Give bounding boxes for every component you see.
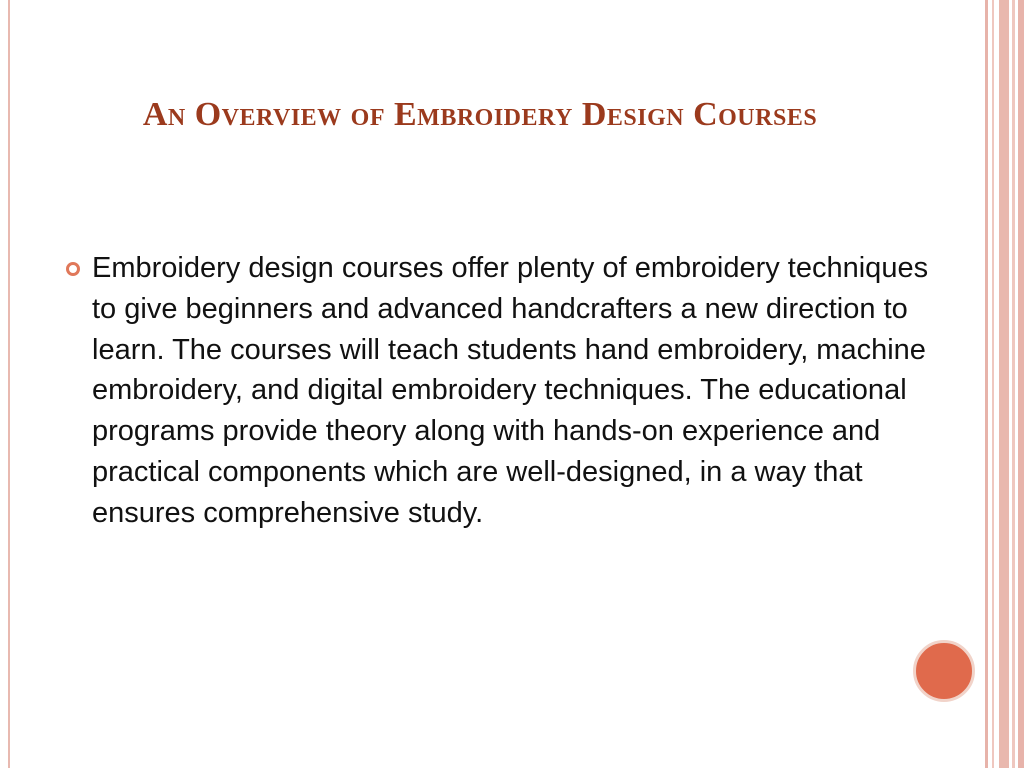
decorative-circle	[913, 640, 975, 702]
right-stripe	[999, 0, 1009, 768]
slide-body	[62, 248, 932, 534]
ring-bullet-icon	[66, 262, 80, 276]
right-stripe	[1012, 0, 1015, 768]
right-stripe	[985, 0, 988, 768]
right-stripe	[1018, 0, 1024, 768]
right-stripe	[992, 0, 994, 768]
slide-title: An Overview of Embroidery Design Courses	[142, 96, 818, 133]
bullet-text: Embroidery design courses offer plenty of embroidery techniques to give beginners and advanced handcrafters a new direction to learn. The courses will teach students hand embroidery, machine embroidery, and digital embroidery techniques. The educational programs provide theory along with hands-on experience and practical components which are well-designed, in a way that ensures comprehensive study.	[92, 252, 929, 529]
bullet-item	[62, 248, 932, 534]
left-border-line	[8, 0, 10, 768]
